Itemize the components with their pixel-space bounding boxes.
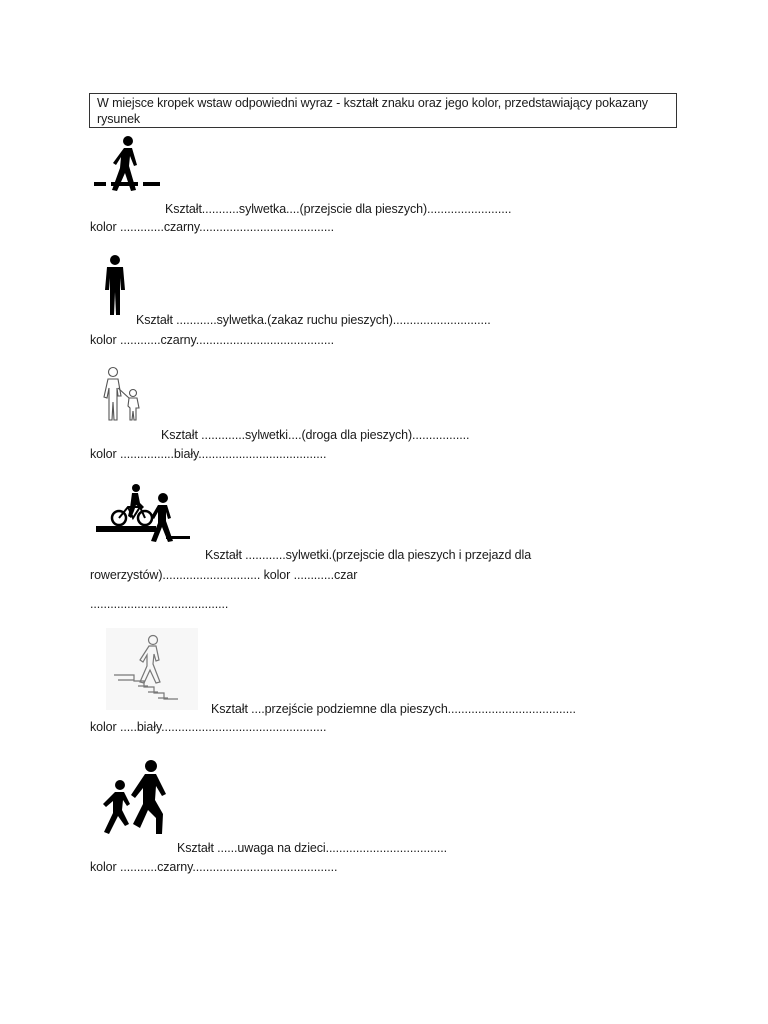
color-line: kolor .....biały.................................................	[90, 720, 327, 734]
instruction-text	[97, 95, 672, 127]
color-line: kolor ...........czarny...........................................	[90, 860, 338, 874]
shape-line: Kształt ............sylwetki.(przejscie dla pieszych i przejazd dla	[205, 548, 532, 562]
adult-with-child-icon	[99, 366, 145, 422]
instruction-line-1: W miejsce kropek wstaw odpowiedni wyraz - kształt znaku oraz jego kolor, przedstawiający pokazany	[97, 96, 648, 110]
shape-line: Kształt .............sylwetki....(droga dla pieszych).................	[161, 428, 470, 442]
pedestrian-crossing-icon	[92, 133, 162, 195]
shape-line: Kształt...........sylwetka....(przejscie dla pieszych).........................	[165, 202, 512, 216]
answer-underline	[165, 127, 677, 128]
cyclist-and-pedestrian-icon	[96, 481, 192, 545]
shape-line: Kształt ....przejście podziemne dla pieszych......................................	[211, 702, 576, 716]
underground-passage-icon	[106, 628, 198, 710]
color-line: kolor .............czarny........................................	[90, 220, 335, 234]
color-line: .........................................	[90, 597, 229, 611]
shape-line: Kształt ............sylwetka.(zakaz ruchu pieszych).............................	[136, 313, 491, 327]
shape-line: Kształt ......uwaga na dzieci....................................	[177, 841, 447, 855]
color-line: kolor ................biały......................................	[90, 447, 327, 461]
instruction-line-2: rysunek	[97, 112, 141, 126]
instruction-box	[89, 93, 677, 128]
standing-person-icon	[104, 254, 126, 316]
running-children-icon	[100, 758, 172, 838]
color-line: kolor ............czarny.........................................	[90, 333, 335, 347]
shape-line-continued: rowerzystów)............................. kolor ............czar	[90, 568, 358, 582]
